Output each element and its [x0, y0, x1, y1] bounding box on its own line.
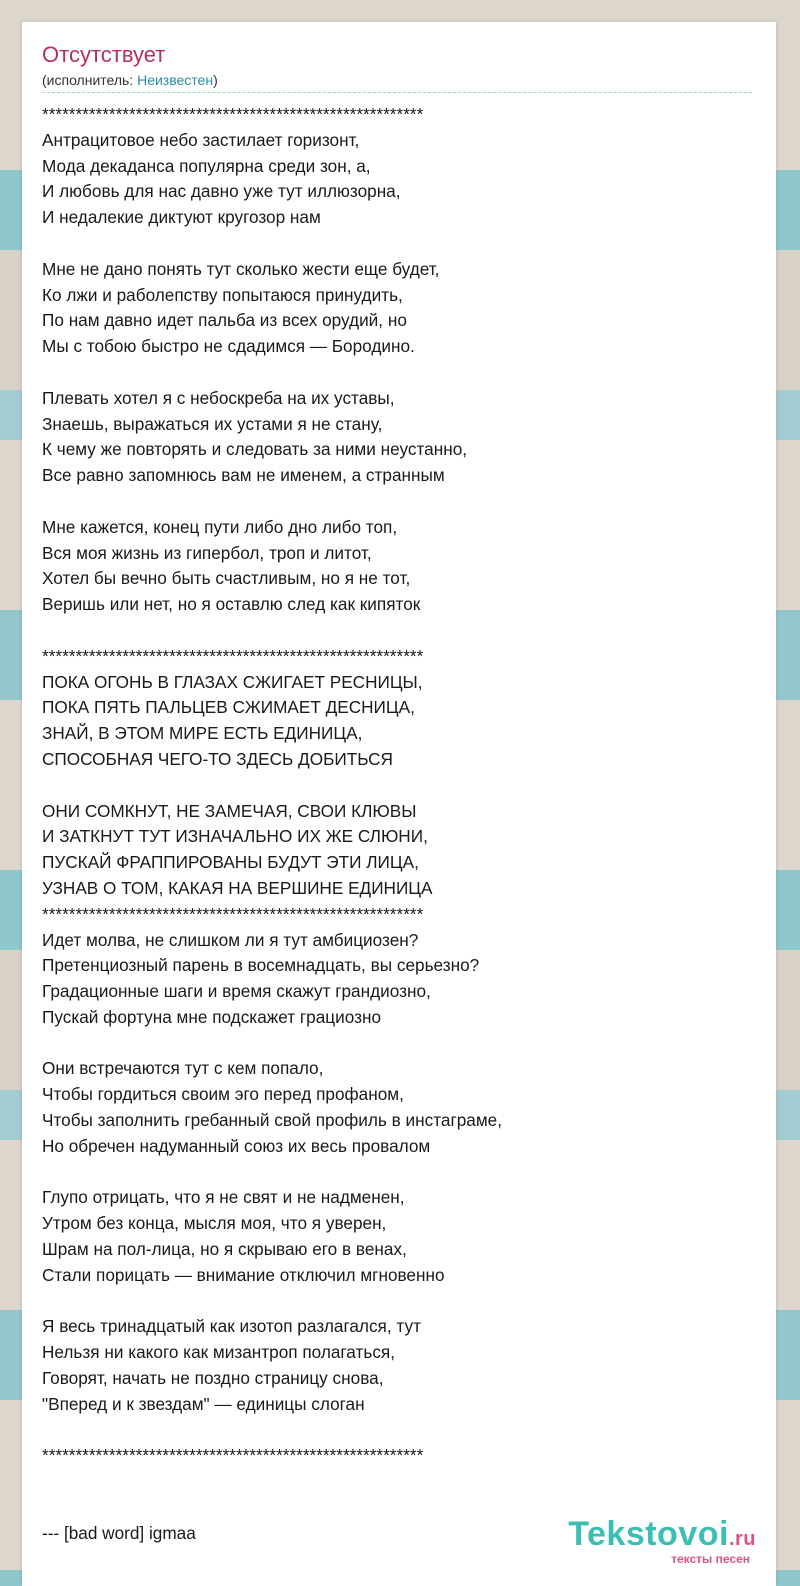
separator-line: ********************************************************* — [42, 903, 424, 924]
lyric-line: Ко лжи и раболепству попытаюся принудить, — [42, 284, 403, 305]
blank-line — [42, 489, 762, 515]
lyric-line: СПОСОБНАЯ ЧЕГО-ТО ЗДЕСЬ ДОБИТЬСЯ — [42, 748, 393, 769]
lyric-line: Мне кажется, конец пути либо дно либо топ, — [42, 516, 398, 537]
lyric-line: Глупо отрицать, что я не свят и не надменен, — [42, 1187, 405, 1208]
lyric-line: Они встречаются тут с кем попало, — [42, 1058, 324, 1079]
blank-line — [42, 360, 762, 386]
artist-link[interactable]: Неизвестен — [137, 72, 214, 88]
lyric-line: И любовь для нас давно уже тут иллюзорна, — [42, 181, 401, 202]
lyric-line: Шрам на пол-лица, но я скрываю его в венах, — [42, 1239, 407, 1260]
artist-suffix: ) — [213, 72, 218, 88]
lyric-line: Нельзя ни какого как мизантроп полагаться, — [42, 1342, 395, 1363]
header-divider — [42, 92, 752, 93]
blank-line — [42, 231, 762, 257]
lyrics-text — [42, 102, 762, 1547]
artist-prefix: (исполнитель: — [42, 72, 138, 88]
lyric-line: --- [bad word] igmaa — [42, 1522, 196, 1543]
lyric-line: ПУСКАЙ ФРАППИРОВАНЫ БУДУТ ЭТИ ЛИЦА, — [42, 852, 419, 873]
lyric-line: Говорят, начать не поздно страницу снова, — [42, 1368, 384, 1389]
lyric-line: Стали порицать — внимание отключил мгновенно — [42, 1264, 445, 1285]
lyric-line: ПОКА ОГОНЬ В ГЛАЗАХ СЖИГАЕТ РЕСНИЦЫ, — [42, 671, 423, 692]
lyric-line: Мы с тобою быстро не сдадимся — Бородино. — [42, 336, 415, 357]
blank-line — [42, 1160, 762, 1186]
lyric-line: ОНИ СОМКНУТ, НЕ ЗАМЕЧАЯ, СВОИ КЛЮВЫ — [42, 800, 417, 821]
lyric-line: Идет молва, не слишком ли я тут амбициозен? — [42, 929, 419, 950]
lyric-line: К чему же повторять и следовать за ними неустанно, — [42, 439, 468, 460]
blank-line — [42, 773, 762, 799]
lyric-line: Пускай фортуна мне подскажет грациозно — [42, 1006, 382, 1027]
blank-line — [42, 1289, 762, 1315]
logo-tagline: тексты песен — [671, 1552, 750, 1566]
song-title: Отсутствует — [42, 42, 166, 67]
lyric-line: Плевать хотел я с небоскреба на их уставы, — [42, 387, 395, 408]
logo-tld: .ru — [728, 1528, 756, 1550]
lyric-line: По нам давно идет пальба из всех орудий, но — [42, 310, 407, 331]
blank-line — [42, 1031, 762, 1057]
separator-line: ********************************************************* — [42, 1445, 424, 1466]
lyric-line: Чтобы заполнить гребанный свой профиль в инстаграме, — [42, 1110, 502, 1131]
lyric-line: Хотел бы вечно быть счастливым, но я не тот, — [42, 568, 411, 589]
site-logo[interactable] — [568, 1517, 756, 1566]
lyric-line: Утром без конца, мысля моя, что я уверен, — [42, 1213, 387, 1234]
lyric-line: Веришь или нет, но я оставлю след как кипяток — [42, 594, 421, 615]
lyric-line: Я весь тринадцатый как изотоп разлагался, тут — [42, 1316, 421, 1337]
artist-line — [42, 72, 218, 88]
separator-line: ********************************************************* — [42, 645, 424, 666]
lyric-line: Антрацитовое небо застилает горизонт, — [42, 129, 360, 150]
lyric-line: "Вперед и к звездам" — единицы слоган — [42, 1393, 365, 1414]
lyric-line: Претенциозный парень в восемнадцать, вы серьезно? — [42, 955, 480, 976]
lyric-line: Мне не дано понять тут сколько жести еще будет, — [42, 258, 440, 279]
blank-line — [42, 1469, 762, 1495]
lyric-line: Но обречен надуманный союз их весь провалом — [42, 1135, 431, 1156]
blank-line — [42, 1418, 762, 1444]
lyric-line: Мода декаданса популярна среди зон, а, — [42, 155, 371, 176]
lyric-line: И недалекие диктуют кругозор нам — [42, 207, 321, 228]
lyric-line: Вся моя жизнь из гипербол, троп и литот, — [42, 542, 372, 563]
lyric-line: ПОКА ПЯТЬ ПАЛЬЦЕВ СЖИМАЕТ ДЕСНИЦА, — [42, 697, 415, 718]
lyric-line: Знаешь, выражаться их устами я не стану, — [42, 413, 383, 434]
lyric-line: Чтобы гордиться своим эго перед профаном, — [42, 1084, 404, 1105]
separator-line: ********************************************************* — [42, 104, 424, 124]
lyric-line: УЗНАВ О ТОМ, КАКАЯ НА ВЕРШИНЕ ЕДИНИЦА — [42, 877, 433, 898]
lyric-line: ЗНАЙ, В ЭТОМ МИРЕ ЕСТЬ ЕДИНИЦА, — [42, 723, 363, 744]
blank-line — [42, 618, 762, 644]
logo-main: Tekstovoi — [568, 1515, 729, 1553]
logo-wordmark — [568, 1517, 756, 1556]
lyric-line: И ЗАТКНУТ ТУТ ИЗНАЧАЛЬНО ИХ ЖЕ СЛЮНИ, — [42, 826, 428, 847]
lyric-line: Все равно запомнюсь вам не именем, а странным — [42, 465, 445, 486]
lyric-line: Градационные шаги и время скажут грандиозно, — [42, 981, 431, 1002]
lyrics-page — [22, 22, 776, 1586]
